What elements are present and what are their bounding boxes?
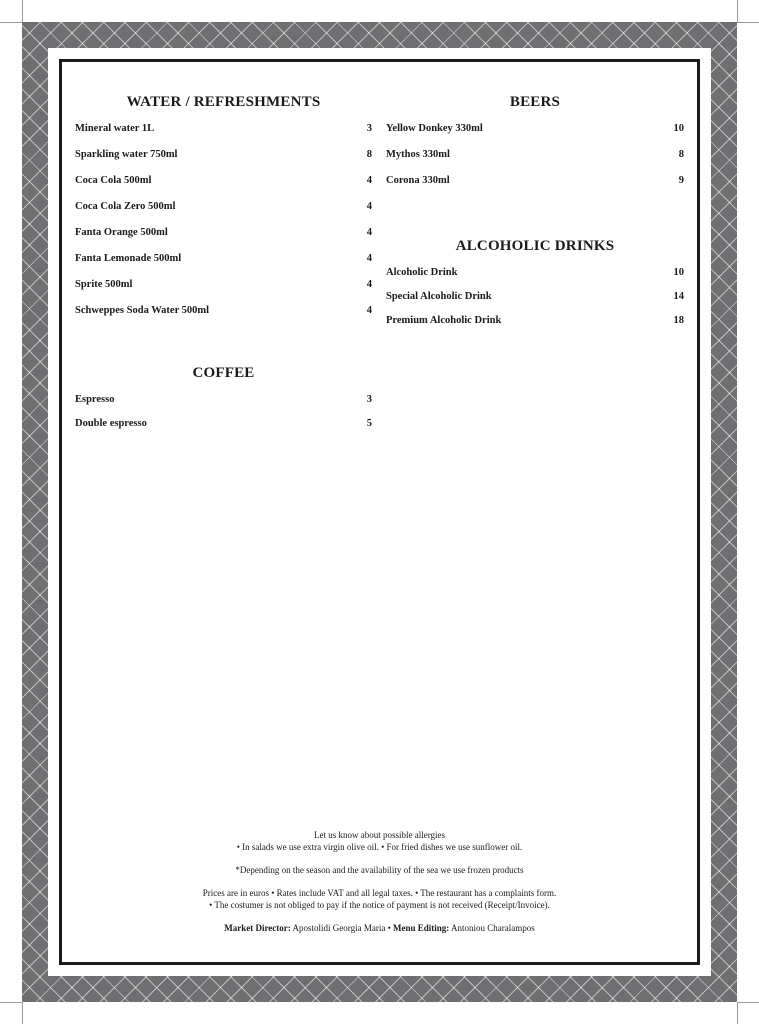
- editing-name: Antoniou Charalampos: [449, 923, 535, 933]
- prices-note: Prices are in euros • Rates include VAT and all legal taxes. • The restaurant has a complaints form.: [202, 888, 557, 898]
- item-name: Coca Cola Zero 500ml: [75, 201, 176, 212]
- item-price: 10: [673, 267, 684, 278]
- crop-mark-bottom-right-v: [737, 1002, 738, 1024]
- item-price: 4: [366, 175, 372, 186]
- editing-label: Menu Editing:: [393, 923, 450, 933]
- crop-mark-top-left-v: [22, 0, 23, 22]
- item-price: 18: [673, 315, 684, 326]
- payment-note: • The costumer is not obliged to pay if the notice of payment is not received (Receipt/Invoice).: [209, 900, 550, 910]
- crop-mark-top-right-v: [737, 0, 738, 22]
- item-name: Mineral water 1L: [75, 123, 155, 134]
- allergies-note: Let us know about possible allergies: [313, 830, 446, 840]
- item-price: 4: [366, 253, 372, 264]
- item-price: 3: [366, 123, 372, 134]
- item-name: Espresso: [75, 394, 115, 405]
- oil-note: • In salads we use extra virgin olive oil. • For fried dishes we use sunflower oil.: [236, 842, 523, 852]
- item-price: 10: [673, 123, 684, 134]
- item-price: 3: [366, 394, 372, 405]
- item-price: 4: [366, 227, 372, 238]
- crop-mark-top-left: [0, 22, 22, 23]
- director-label: Market Director:: [224, 923, 291, 933]
- item-price: 5: [366, 418, 372, 429]
- item-name: Mythos 330ml: [386, 149, 450, 160]
- item-name: Fanta Orange 500ml: [75, 227, 168, 238]
- item-name: Schweppes Soda Water 500ml: [75, 305, 210, 316]
- crop-mark-bottom-right: [737, 1002, 759, 1003]
- item-name: Sparkling water 750ml: [75, 149, 178, 160]
- coffee-section-title: COFFEE: [192, 365, 255, 381]
- beers-section-title: BEERS: [509, 94, 561, 110]
- crop-mark-top-right: [737, 22, 759, 23]
- item-name: Premium Alcoholic Drink: [386, 315, 502, 326]
- menu-footer: [62, 829, 697, 934]
- crop-mark-bottom-left-v: [22, 1002, 23, 1024]
- item-price: 8: [678, 149, 684, 160]
- item-name: Corona 330ml: [386, 175, 450, 186]
- item-price: 8: [366, 149, 372, 160]
- item-price: 9: [678, 175, 684, 186]
- item-price: 4: [366, 279, 372, 290]
- seasonal-note: *Depending on the season and the availability of the sea we use frozen products: [235, 865, 524, 875]
- item-name: Double espresso: [75, 418, 147, 429]
- item-price: 4: [366, 305, 372, 316]
- item-name: Alcoholic Drink: [386, 267, 458, 278]
- credits: [62, 922, 697, 934]
- crop-mark-bottom-left: [0, 1002, 22, 1003]
- director-name: Apostolidi Georgia Maria •: [290, 923, 393, 933]
- item-name: Special Alcoholic Drink: [386, 291, 492, 302]
- item-name: Yellow Donkey 330ml: [386, 123, 483, 134]
- item-name: Fanta Lemonade 500ml: [75, 253, 182, 264]
- alcoholic-section-title: ALCOHOLIC DRINKS: [455, 238, 615, 254]
- item-name: Coca Cola 500ml: [75, 175, 152, 186]
- water-section-title: WATER / REFRESHMENTS: [126, 94, 321, 110]
- item-name: Sprite 500ml: [75, 279, 133, 290]
- item-price: 4: [366, 201, 372, 212]
- item-price: 14: [673, 291, 684, 302]
